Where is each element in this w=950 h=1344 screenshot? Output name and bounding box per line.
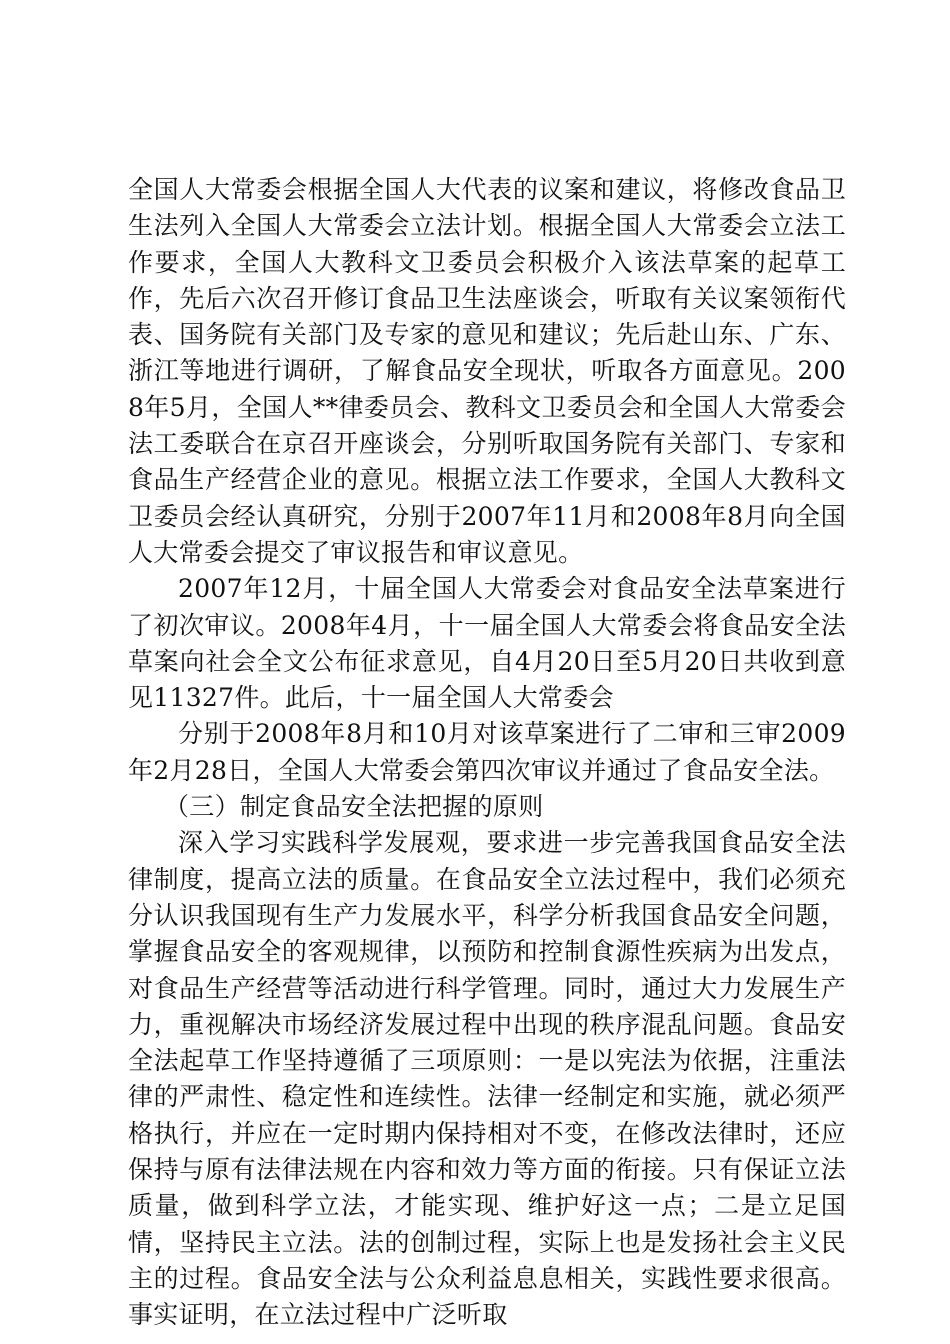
paragraph-adoption: 分别于2008年8月和10月对该草案进行了二审和三审2009年2月28日，全国人大常委会第四次审议并通过了食品安全法。 [128, 719, 846, 785]
paragraph-review-process: 2007年12月，十届全国人大常委会对食品安全法草案进行了初次审议。2008年4月，十一届全国人大常委会将食品安全法草案向社会全文公布征求意见，自4月20日至5月20日共收到意见11327件。此后，十一届全国人大常委会 [128, 574, 846, 713]
document-page [128, 172, 846, 1334]
paragraph-principles: 深入学习实践科学发展观，要求进一步完善我国食品安全法律制度，提高立法的质量。在食品安全立法过程中，我们必须充分认识我国现有生产力发展水平，科学分析我国食品安全问题，掌握食品安全的客观规律，以预防和控制食源性疾病为出发点，对食品生产经营等活动进行科学管理。同时，通过大力发展生产力，重视解决市场经济发展过程中出现的秩序混乱问题。食品安全法起草工作坚持遵循了三项原则：一是以宪法为依据，注重法律的严肃性、稳定性和连续性。法律一经制定和实施，就必须严格执行，并应在一定时期内保持相对不变，在修改法律时，还应保持与原有法律法规在内容和效力等方面的衔接。只有保证立法质量，做到科学立法，才能实现、维护好这一点；二是立足国情，坚持民主立法。法的创制过程，实际上也是发扬社会主义民主的过程。食品安全法与公众利益息息相关，实践性要求很高。事实证明，在立法过程中广泛听取 [128, 828, 846, 1330]
paragraph-legislative-background: 全国人大常委会根据全国人大代表的议案和建议，将修改食品卫生法列入全国人大常委会立法计划。根据全国人大常委会立法工作要求，全国人大教科文卫委员会积极介入该法草案的起草工作，先后六次召开修订食品卫生法座谈会，听取有关议案领衔代表、国务院有关部门及专家的意见和建议；先后赴山东、广东、浙江等地进行调研，了解食品安全现状，听取各方面意见。2008年5月，全国人**律委员会、教科文卫委员会和全国人大常委会法工委联合在京召开座谈会，分别听取国务院有关部门、专家和食品生产经营企业的意见。根据立法工作要求，全国人大教科文卫委员会经认真研究，分别于2007年11月和2008年8月向全国人大常委会提交了审议报告和审议意见。 [128, 175, 846, 567]
section-heading-principles: （三）制定食品安全法把握的原则 [164, 792, 544, 822]
